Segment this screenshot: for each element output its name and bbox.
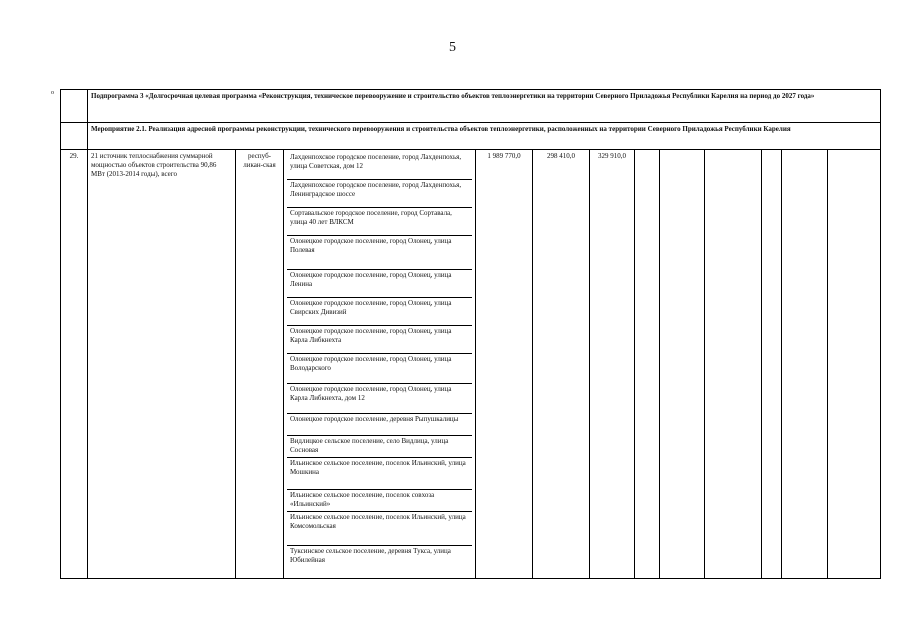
list-item: Видлицкое сельское поселение, село Видлица, улица Сосновая: [287, 436, 472, 458]
amount-2013: 298 410,0: [533, 150, 590, 579]
list-item: Олонецкое городское поселение, город Олонец, улица Карла Либкнехта, дом 12: [287, 384, 472, 414]
list-item: Сортавальское городское поселение, город Сортавала, улица 40 лет ВЛКСМ: [287, 208, 472, 236]
page-number: 5: [449, 40, 456, 55]
measure-title: Мероприятие 2.1. Реализация адресной программы реконструкции, технического перевооружения и строительства объектов теплоэнергетики, расположенных на территории Северного Приладожья Республики Карелия: [88, 123, 881, 150]
empty-cell: [762, 150, 782, 579]
list-item: Олонецкое городское поселение, деревня Рыпушкалицы: [287, 414, 472, 436]
empty-cell: [635, 150, 660, 579]
program-table: [60, 89, 881, 579]
empty-cell: [660, 150, 705, 579]
locations-list: [287, 152, 472, 576]
amount-total: 1 989 770,0: [476, 150, 533, 579]
list-item: Олонецкое городское поселение, город Олонец, улица Володарского: [287, 354, 472, 384]
list-item: Ильинское сельское поселение, поселок Ильинский, улица Комсомольская: [287, 512, 472, 546]
object-name: 21 источник теплоснабжения суммарной мощностью объектов строительства 90,86 МВт (2013-2014 годы), всего: [88, 150, 236, 579]
subprogram-header-row: [61, 90, 881, 123]
list-item: Ильинское сельское поселение, поселок Ильинский, улица Мошкина: [287, 458, 472, 490]
empty-cell: [61, 123, 88, 150]
budget-level: респуб-ликан-ская: [236, 150, 284, 579]
list-item: Олонецкое городское поселение, город Олонец, улица Ленина: [287, 270, 472, 298]
locations-cell: [284, 150, 476, 579]
list-item: Лахденпохское городское поселение, город Лахденпохья, улица Советская, дом 12: [287, 152, 472, 180]
measure-header-row: [61, 123, 881, 150]
list-item: Лахденпохское городское поселение, город Лахденпохья, Ленинградское шоссе: [287, 180, 472, 208]
subprogram-title: Подпрограмма 3 «Долгосрочная целевая программа «Реконструкция, техническое перевооружение и строительство объектов теплоэнергетики на территории Северного Приладожья Республики Карелия на период до 2027 года»: [88, 90, 881, 123]
list-item: Олонецкое городское поселение, город Олонец, улица Полевая: [287, 236, 472, 270]
list-item: Ильинское сельское поселение, поселок совхоза «Ильинский»: [287, 490, 472, 512]
list-item: Олонецкое городское поселение, город Олонец, улица Свирских Дивизий: [287, 298, 472, 326]
row-number: 29.: [61, 150, 88, 579]
empty-cell: [705, 150, 762, 579]
table-row: [61, 150, 881, 579]
empty-cell: [828, 150, 881, 579]
margin-mark: о: [51, 90, 54, 96]
empty-cell: [782, 150, 828, 579]
list-item: Туксинское сельское поселение, деревня Тукса, улица Юбилейная: [290, 547, 451, 564]
empty-cell: [61, 90, 88, 123]
list-item: Олонецкое городское поселение, город Олонец, улица Карла Либкнехта: [287, 326, 472, 354]
amount-2014: 329 910,0: [590, 150, 635, 579]
